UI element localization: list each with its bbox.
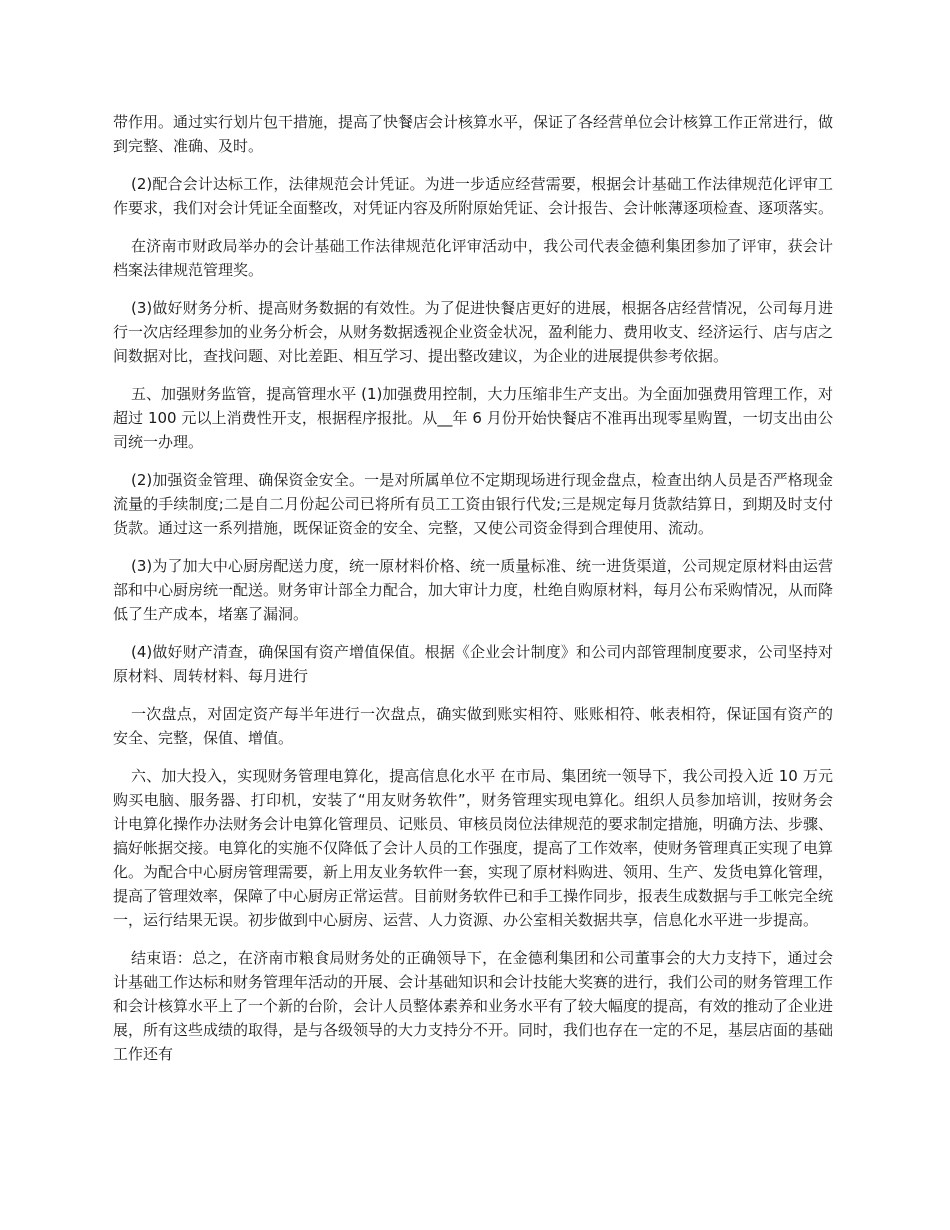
paragraph: 在济南市财政局举办的会计基础工作法律规范化评审活动中，我公司代表金德利集团参加了评审，获会计档案法律规范管理奖。 [113,237,833,279]
paragraph: (3)为了加大中心厨房配送力度，统一原材料价格、统一质量标准、统一进货渠道，公司规定原材料由运营部和中心厨房统一配送。财务审计部全力配合，加大审计力度，杜绝自购原材料，每月公布采购情况，从而降低了生产成本，堵塞了漏洞。 [113,557,834,623]
paragraph: 带作用。通过实行划片包干措施，提高了快餐店会计核算水平，保证了各经营单位会计核算工作正常进行，做到完整、准确、及时。 [113,113,834,155]
paragraph: (3)做好财务分析、提高财务数据的有效性。为了促进快餐店更好的进展，根据各店经营情况，公司每月进行一次店经理参加的业务分析会，从财务数据透视企业资金状况，盈利能力、费用收支、经济运行、店与店之间数据对比，查找问题、对比差距、相互学习、提出整改建议，为企业的进展提供参考依据。 [113,299,834,365]
document-body [113,110,833,1080]
paragraph: 结束语：总之，在济南市粮食局财务处的正确领导下，在金德利集团和公司董事会的大力支持下，通过会计基础工作达标和财务管理年活动的开展、会计基础知识和会计技能大奖赛的进行，我们公司的财务管理工作和会计核算水平上了一个新的台阶，会计人员整体素养和业务水平有了较大幅度的提高，有效的推动了企业进展，所有这些成绩的取得，是与各级领导的大力支持分不开。同时，我们也存在一定的不足，基层店面的基础工作还有 [113,949,834,1063]
paragraph: (2)加强资金管理、确保资金安全。一是对所属单位不定期现场进行现金盘点，检查出纳人员是否严格现金流量的手续制度;二是自二月份起公司已将所有员工工资由银行代发;三是规定每月货款结算日，到期及时支付货款。通过这一系列措施，既保证资金的安全、完整，又使公司资金得到合理使用、流动。 [113,471,833,537]
paragraph: 五、加强财务监管，提高管理水平 (1)加强费用控制，大力压缩非生产支出。为全面加强费用管理工作，对超过 100 元以上消费性开支，根据程序报批。从__年 6 月份开始快餐店不准再出现零星购置，一切支出由公司统一办理。 [113,385,833,451]
paragraph: (4)做好财产清查，确保国有资产增值保值。根据《企业会计制度》和公司内部管理制度要求，公司坚持对原材料、周转材料、每月进行 [113,643,833,685]
paragraph: 一次盘点，对固定资产每半年进行一次盘点，确实做到账实相符、账账相符、帐表相符，保证国有资产的安全、完整，保值、增值。 [113,705,833,747]
paragraph: (2)配合会计达标工作，法律规范会计凭证。为进一步适应经营需要，根据会计基础工作法律规范化评审工作要求，我们对会计凭证全面整改，对凭证内容及所附原始凭证、会计报告、会计帐薄逐项检查、逐项落实。 [113,175,834,217]
paragraph: 六、加大投入，实现财务管理电算化，提高信息化水平 在市局、集团统一领导下，我公司投入近 10 万元购买电脑、服务器、打印机，安装了“用友财务软件”，财务管理实现电算化。组织人员参加培训，按财务会计电算化操作办法财务会计电算化管理员、记账员、审核员岗位法律规范的要求制定措施，明确方法、步骤、搞好帐据交接。电算化的实施不仅降低了会计人员的工作强度，提高了工作效率，使财务管理真正实现了电算化。为配合中心厨房管理需要，新上用友业务软件一套，实现了原材料购进、领用、生产、发货电算化管理，提高了管理效率，保障了中心厨房正常运营。目前财务软件已和手工操作同步，报表生成数据与手工帐完全统一，运行结果无误。初步做到中心厨房、运营、人力资源、办公室相关数据共享，信息化水平进一步提高。 [113,767,834,929]
